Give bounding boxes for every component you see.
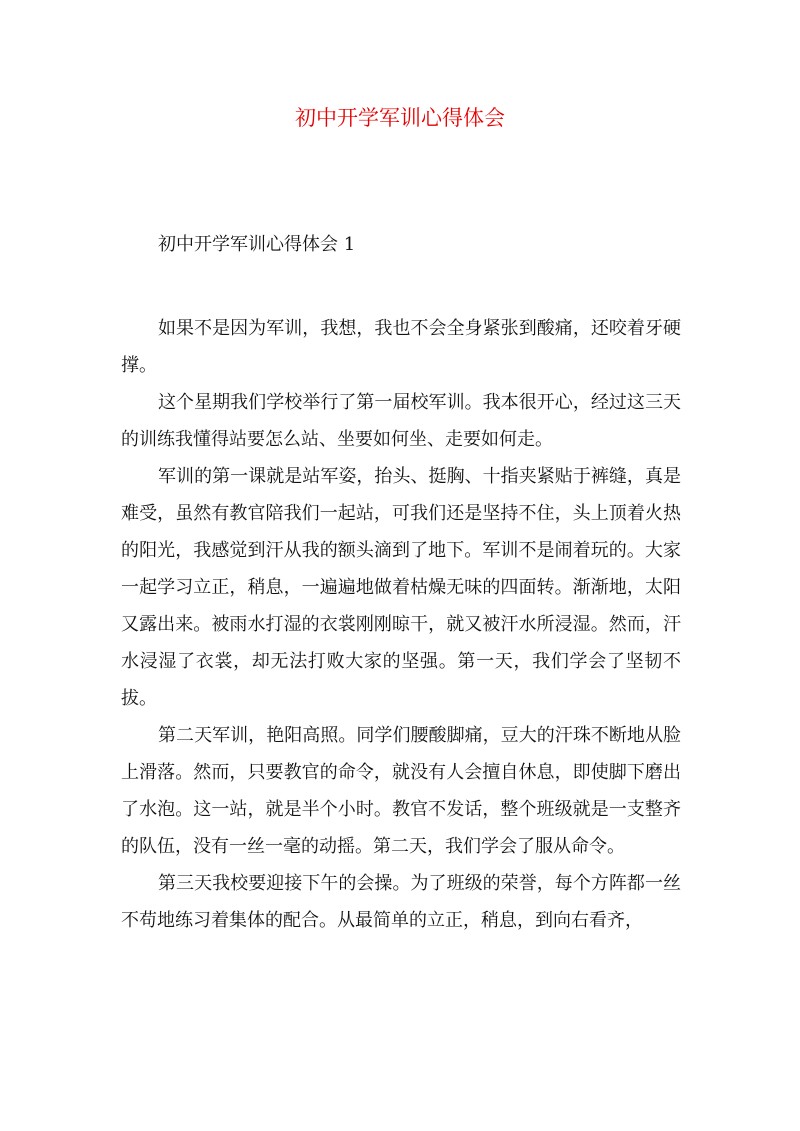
paragraph: 这个星期我们学校举行了第一届校军训。我本很开心，经过这三天的训练我懂得站要怎么站、坐要如何坐、走要如何走。 xyxy=(121,392,681,450)
paragraph: 如果不是因为军训，我想，我也不会全身紧张到酸痛，还咬着牙硬撑。 xyxy=(121,318,681,376)
document-title: 初中开学军训心得体会 xyxy=(295,106,505,130)
section-heading: 初中开学军训心得体会 1 xyxy=(158,234,356,255)
paragraph: 第二天军训，艳阳高照。同学们腰酸脚痛，豆大的汗珠不断地从脸上滑落。然而，只要教官的命令，就没有人会擅自休息，即使脚下磨出了水泡。这一站，就是半个小时。教官不发话，整个班级就是一支整齐的队伍，没有一丝一毫的动摇。第二天，我们学会了服从命令。 xyxy=(121,725,681,857)
paragraph: 第三天我校要迎接下午的会操。为了班级的荣誉，每个方阵都一丝不苟地练习着集体的配合。从最简单的立正，稍息，到向右看齐， xyxy=(121,873,681,931)
paragraph: 军训的第一课就是站军姿，抬头、挺胸、十指夹紧贴于裤缝，真是难受，虽然有教官陪我们一起站，可我们还是坚持不住，头上顶着火热的阳光，我感觉到汗从我的额头滴到了地下。军训不是闹着玩的。大家一起学习立正，稍息，一遍遍地做着枯燥无味的四面转。渐渐地，太阳又露出来。被雨水打湿的衣裳刚刚晾干，就又被汗水所浸湿。然而，汗水浸湿了衣裳，却无法打败大家的坚强。第一天，我们学会了坚韧不拔。 xyxy=(121,466,681,709)
document-body xyxy=(121,310,681,939)
